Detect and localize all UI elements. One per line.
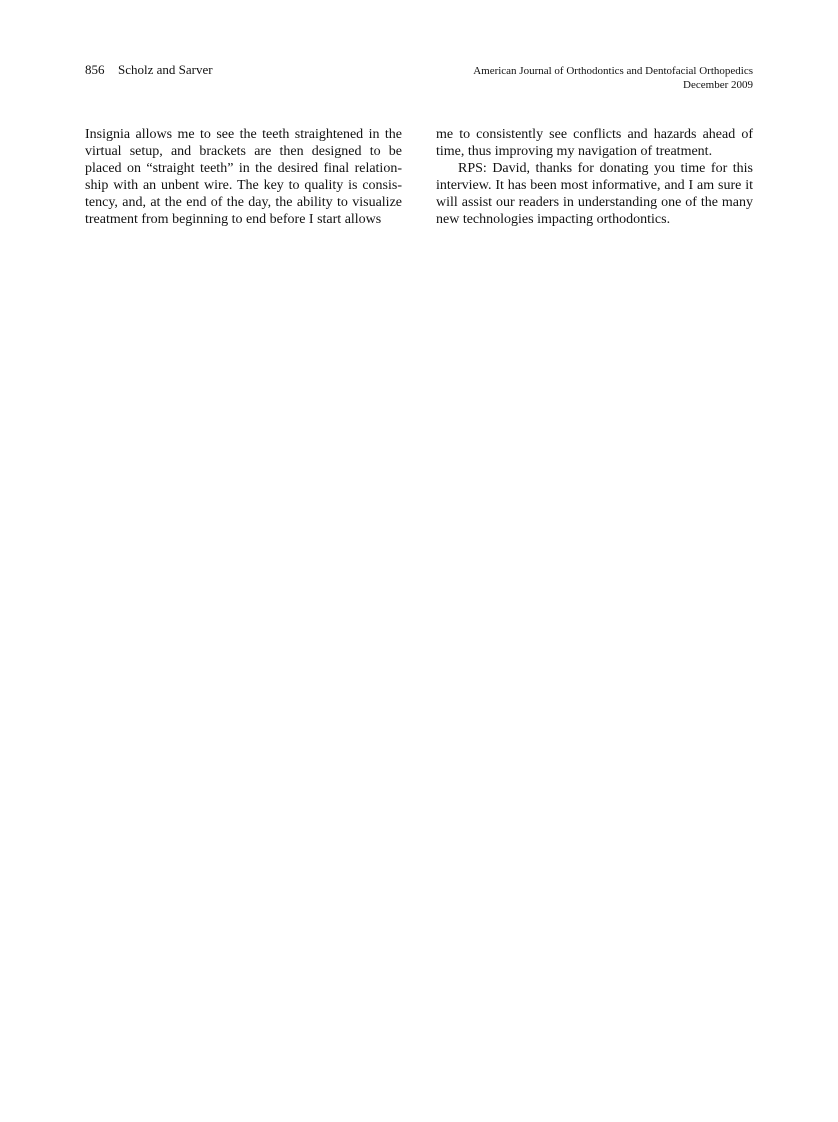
body-paragraph: Insignia allows me to see the teeth straightened in the virtual setup, and brackets are then designed to be placed on “straight teeth” in the desired final relationship with an unbent wire. The key to quality is consistency, and, at the end of the day, the ability to visualize treatment from beginning to end before I start allows	[85, 127, 402, 227]
page-number: 856	[85, 62, 105, 77]
journal-header	[393, 64, 753, 92]
closing-paragraph: RPS: David, thanks for donating you time for this interview. It has been most informative, and I am sure it will assist our readers in understanding one of the many new technologies impacting orthodontics.	[436, 161, 753, 227]
body-paragraph-continued: me to consistently see conflicts and hazards ahead of time, thus improving my navigation of treatment.	[436, 127, 753, 159]
running-head-authors: Scholz and Sarver	[118, 62, 213, 77]
left-column	[85, 126, 402, 228]
right-column	[436, 126, 753, 228]
journal-title: American Journal of Orthodontics and Dentofacial Orthopedics	[473, 65, 753, 77]
issue-date: December 2009	[683, 79, 753, 91]
